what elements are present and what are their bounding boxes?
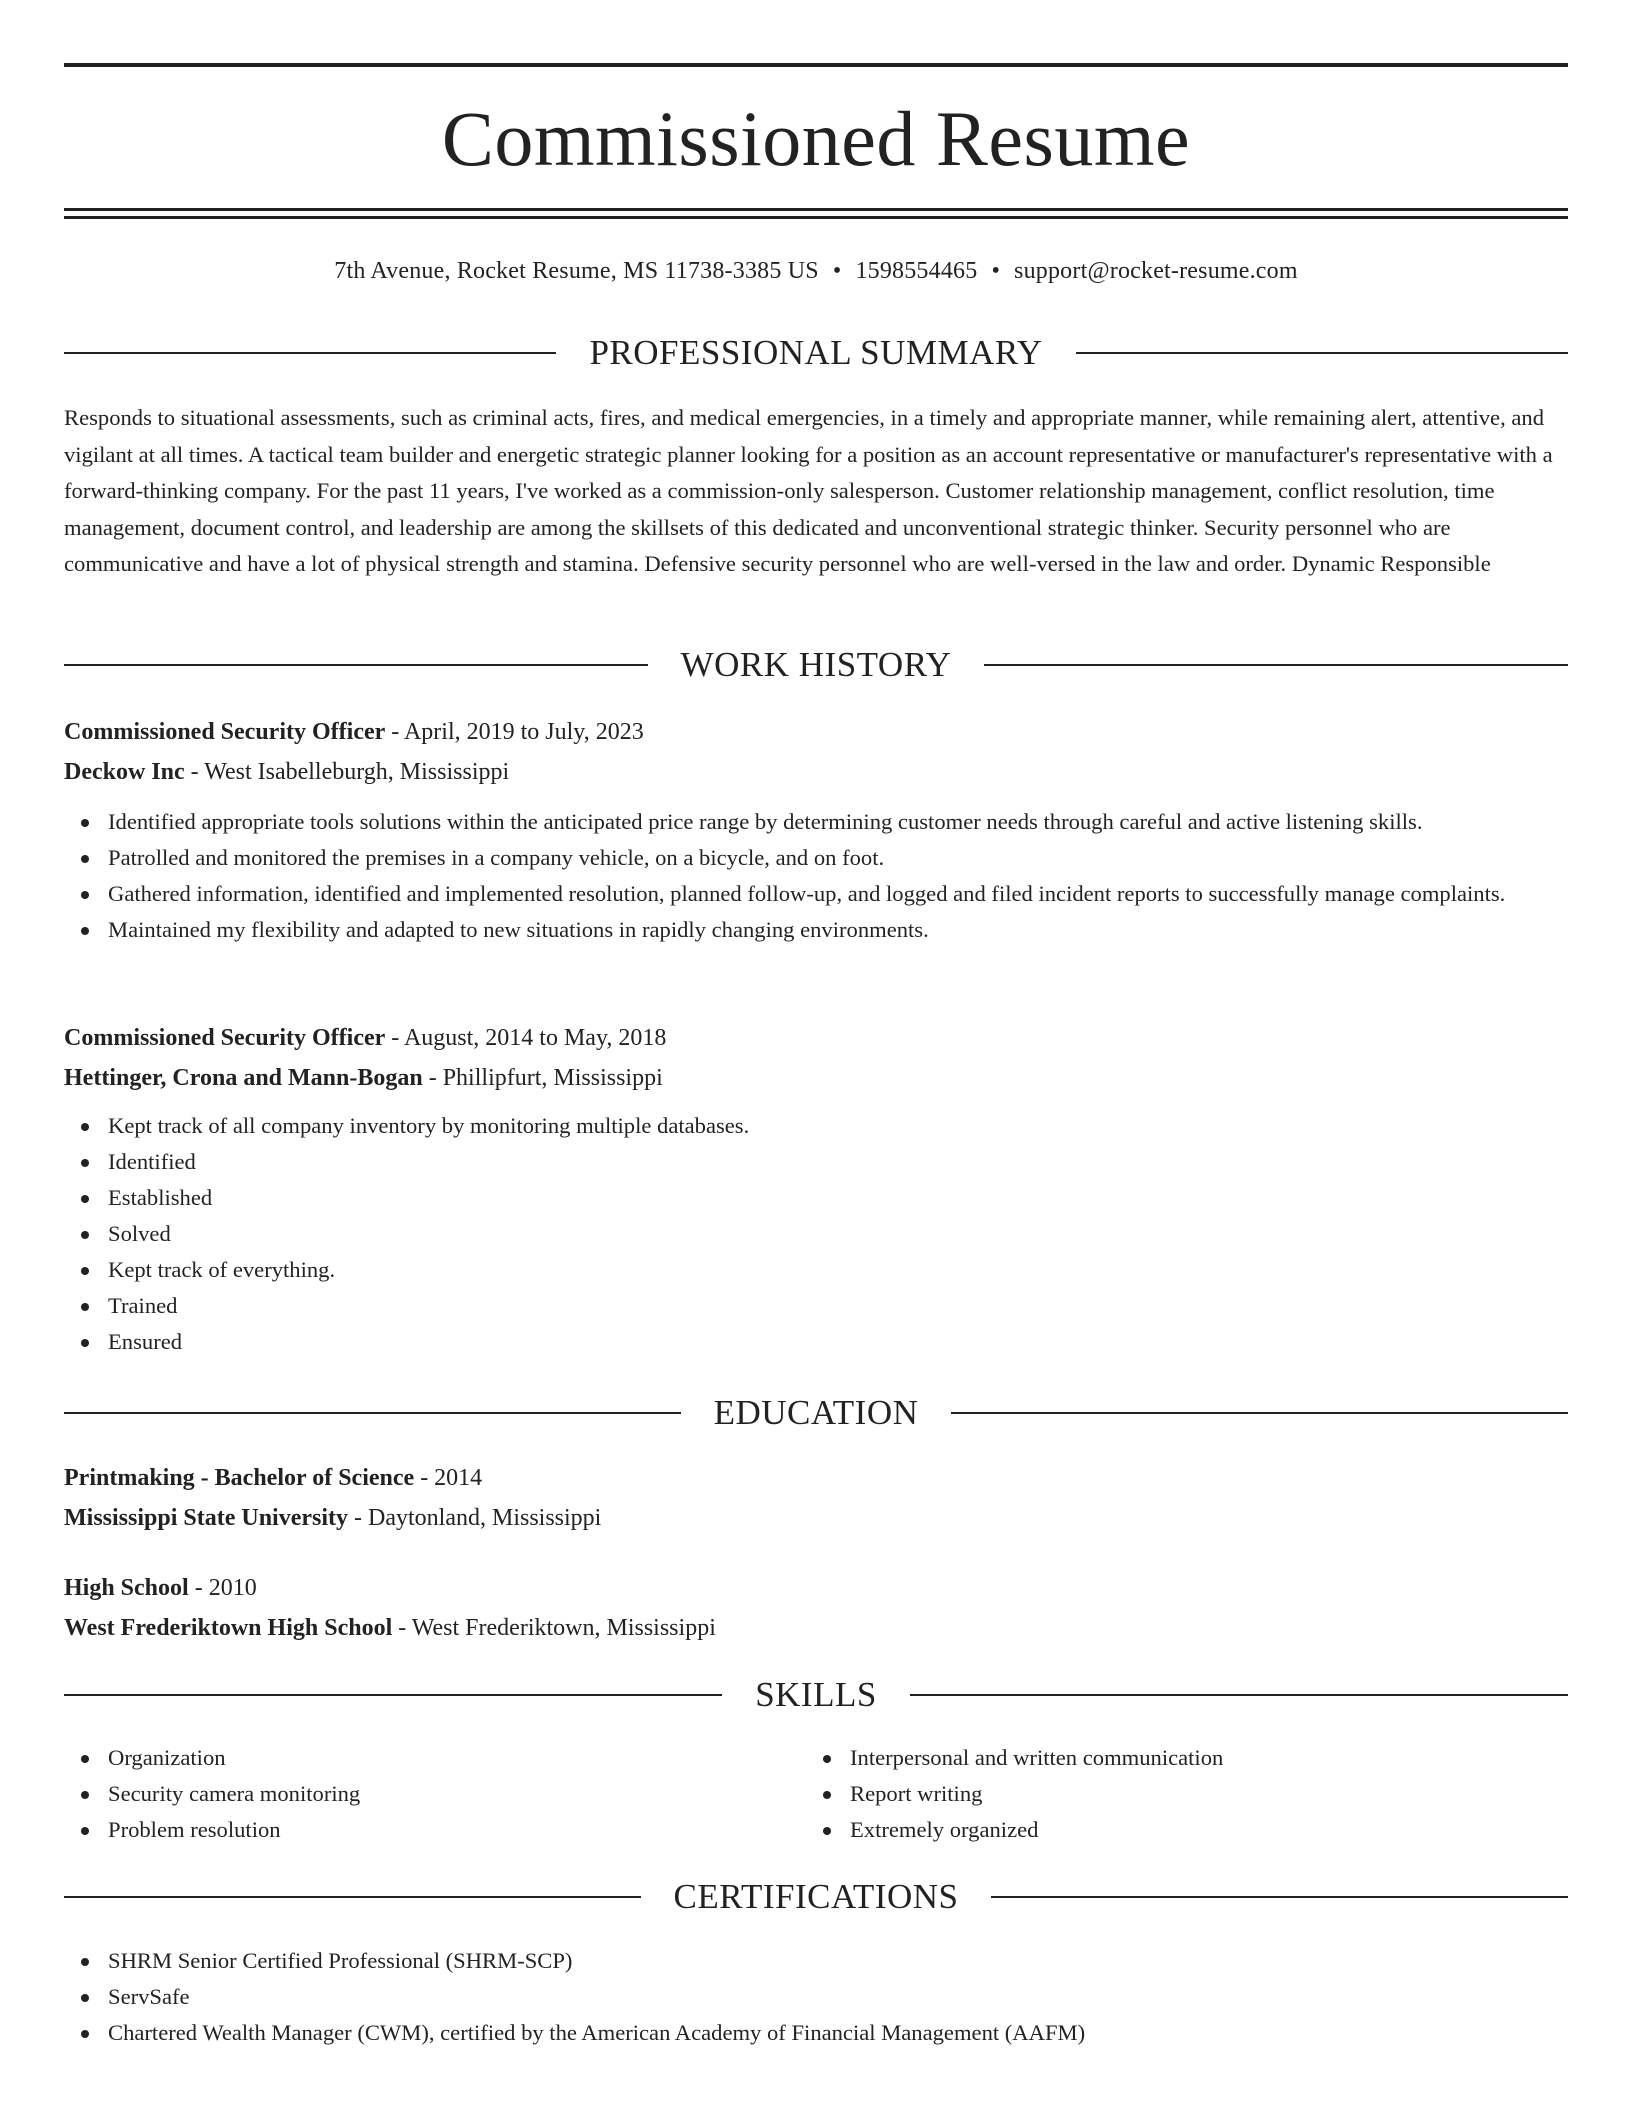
job-dates: - August, 2014 to May, 2018: [385, 1025, 667, 1051]
section-rule-left: [64, 1694, 722, 1696]
education-degree-line: [64, 1458, 1568, 1498]
section-rule-right: [910, 1694, 1568, 1696]
section-rule-left: [64, 664, 648, 666]
skill-item: Extremely organized: [806, 1812, 1506, 1848]
contact-phone: 1598554465: [855, 258, 978, 284]
section-header-certifications: [64, 1875, 1568, 1919]
section-rule-left: [64, 1896, 641, 1898]
job-company-line: [64, 1058, 1568, 1098]
section-title-education: EDUCATION: [713, 1393, 919, 1432]
section-title-certifications: CERTIFICATIONS: [673, 1877, 959, 1916]
contact-separator: •: [991, 258, 1001, 284]
list-item: Patrolled and monitored the premises in a company vehicle, on a bicycle, and on foot.: [64, 840, 1568, 876]
job-company: Deckow Inc: [64, 759, 185, 785]
section-rule-left: [64, 352, 556, 354]
section-rule-right: [984, 664, 1568, 666]
education-entry: [64, 1568, 1568, 1648]
education-entry: [64, 1458, 1568, 1538]
education-degree-line: [64, 1568, 1568, 1608]
education-school: Mississippi State University: [64, 1505, 349, 1531]
header-top-rule: [64, 63, 1568, 67]
list-item: Solved: [64, 1216, 1568, 1252]
certification-item: Chartered Wealth Manager (CWM), certified by the American Academy of Financial Management (AAFM): [64, 2015, 1568, 2051]
education-degree: High School: [64, 1575, 189, 1601]
education-school-line: [64, 1608, 1568, 1648]
certification-item: SHRM Senior Certified Professional (SHRM-SCP): [64, 1943, 1568, 1979]
list-item: Kept track of all company inventory by monitoring multiple databases.: [64, 1108, 1568, 1144]
section-header-skills: [64, 1673, 1568, 1717]
job-title: Commissioned Security Officer: [64, 1025, 386, 1051]
job-duties-list: [64, 804, 1568, 948]
section-header-work-history: [64, 643, 1568, 687]
job-title-line: [64, 712, 1568, 752]
job-title: Commissioned Security Officer: [64, 719, 386, 745]
skill-item: Problem resolution: [64, 1812, 764, 1848]
section-rule-right: [1076, 352, 1568, 354]
list-item: Identified: [64, 1144, 1568, 1180]
list-item: Kept track of everything.: [64, 1252, 1568, 1288]
job-location: - West Isabelleburgh, Mississippi: [184, 759, 510, 785]
contact-line: [64, 256, 1568, 286]
job-location: - Phillipfurt, Mississippi: [422, 1065, 663, 1091]
job-duties-list: [64, 1108, 1568, 1360]
header-double-rule-bottom: [64, 216, 1568, 219]
section-header-education: [64, 1391, 1568, 1435]
skill-item: Report writing: [806, 1776, 1506, 1812]
list-item: Established: [64, 1180, 1568, 1216]
section-title-work-history: WORK HISTORY: [680, 645, 952, 684]
education-degree: Printmaking - Bachelor of Science: [64, 1465, 415, 1491]
education-year: - 2014: [414, 1465, 483, 1491]
summary-text: Responds to situational assessments, such as criminal acts, fires, and medical emergencies, in a timely and appropriate manner, while remaining alert, attentive, and vigilant at all times. A tactical team builder and energetic strategic planner looking for a position as an account representative or manufacturer's representative with a forward-thinking company. For the past 11 years, I've worked as a commission-only salesperson. Customer relationship management, conflict resolution, time management, document control, and leadership are among the skillsets of this dedicated and unconventional strategic thinker. Security personnel who are communicative and have a lot of physical strength and stamina. Defensive security personnel who are well-versed in the law and order. Dynamic Responsible: [64, 405, 1553, 576]
contact-email: support@rocket-resume.com: [1014, 258, 1298, 284]
section-rule-right: [991, 1896, 1568, 1898]
list-item: Maintained my flexibility and adapted to new situations in rapidly changing environments.: [64, 912, 1568, 948]
skill-item: Security camera monitoring: [64, 1776, 764, 1812]
list-item: Gathered information, identified and implemented resolution, planned follow-up, and logged and filed incident reports to successfully manage complaints.: [64, 876, 1568, 912]
job-dates: - April, 2019 to July, 2023: [385, 719, 644, 745]
job-company-line: [64, 752, 1568, 792]
job-entry: [64, 712, 1568, 948]
job-company: Hettinger, Crona and Mann-Bogan: [64, 1065, 423, 1091]
section-title-skills: SKILLS: [755, 1675, 877, 1714]
education-location: - Daytonland, Mississippi: [348, 1505, 602, 1531]
contact-separator: •: [832, 258, 842, 284]
contact-address: 7th Avenue, Rocket Resume, MS 11738-3385 US: [334, 258, 819, 284]
skill-item: Organization: [64, 1740, 764, 1776]
skill-item: Interpersonal and written communication: [806, 1740, 1506, 1776]
skills-column-right: [806, 1740, 1506, 1848]
education-location: - West Frederiktown, Mississippi: [392, 1615, 716, 1641]
list-item: Trained: [64, 1288, 1568, 1324]
education-year: - 2010: [188, 1575, 257, 1601]
list-item: Identified appropriate tools solutions within the anticipated price range by determining customer needs through careful and active listening skills.: [64, 804, 1568, 840]
certifications-list: [64, 1943, 1568, 2051]
skills-list: [806, 1740, 1506, 1848]
skills-column-left: [64, 1740, 764, 1848]
job-title-line: [64, 1018, 1568, 1058]
certification-item: ServSafe: [64, 1979, 1568, 2015]
section-header-summary: [64, 331, 1568, 375]
section-title-summary: PROFESSIONAL SUMMARY: [589, 333, 1043, 372]
education-school: West Frederiktown High School: [64, 1615, 393, 1641]
section-rule-left: [64, 1412, 681, 1414]
section-rule-right: [951, 1412, 1568, 1414]
header-double-rule-top: [64, 208, 1568, 211]
resume-name: Commissioned Resume: [441, 95, 1191, 182]
list-item: Ensured: [64, 1324, 1568, 1360]
certifications-block: [64, 1943, 1568, 2051]
skills-list: [64, 1740, 764, 1848]
education-school-line: [64, 1498, 1568, 1538]
job-entry: [64, 1018, 1568, 1360]
